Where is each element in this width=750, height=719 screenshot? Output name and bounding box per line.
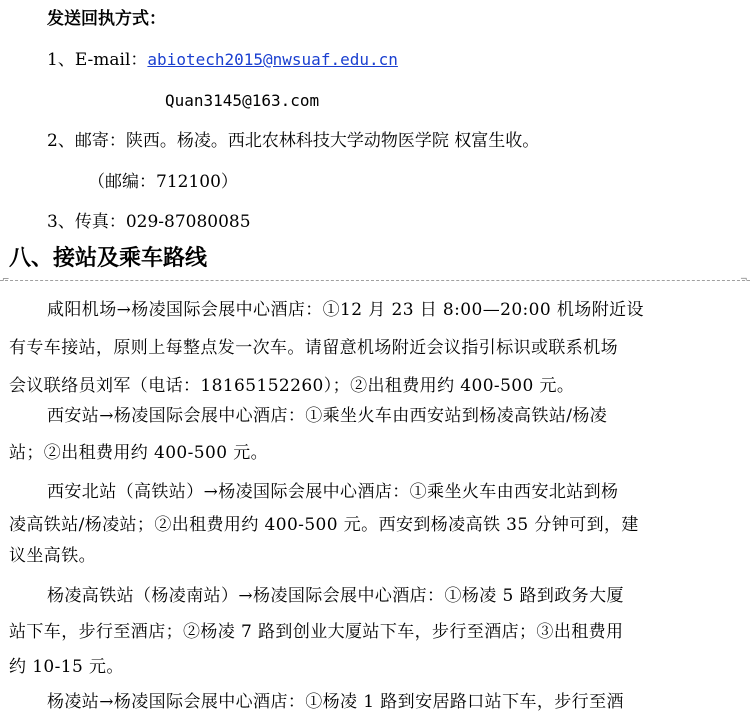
route-xian-north-line-1: 西安北站（高铁站）→杨凌国际会展中心酒店：①乘坐火车由西安北站到杨 (47, 482, 619, 502)
route-xian-north-line-2: 凌高铁站/杨凌站；②出租费用约 400-500 元。西安到杨凌高铁 35 分钟可到，建 (9, 515, 639, 535)
section-divider (0, 280, 750, 281)
receipt-mail-address: 2、邮寄：陕西。杨凌。西北农林科技大学动物医学院 权富生收。 (47, 131, 540, 151)
receipt-zip-code: （邮编：712100） (88, 172, 238, 192)
receipt-heading: 发送回执方式： (47, 9, 166, 29)
divider-right-mark: ¬ (740, 275, 748, 285)
route-airport-line-2: 有专车接站，原则上每整点发一次车。请留意机场附近会议指引标识或联系机场 (9, 338, 618, 358)
route-xian-station-line-2: 站；②出租费用约 400-500 元。 (9, 443, 269, 463)
email-secondary: Quan3145@163.com (165, 91, 320, 110)
route-yangling-station-line-1: 杨凌站→杨凌国际会展中心酒店：①杨凌 1 路到安居路口站下车，步行至酒 (47, 692, 624, 712)
route-xian-north-line-3: 议坐高铁。 (9, 546, 96, 566)
receipt-email-label: 1、E-mail： (47, 50, 148, 70)
route-xian-station-line-1: 西安站→杨凌国际会展中心酒店：①乘坐火车由西安站到杨凌高铁站/杨凌 (47, 406, 608, 426)
email-link-nwsuaf[interactable]: abiotech2015@nwsuaf.edu.cn (147, 50, 398, 69)
route-yangling-south-line-1: 杨凌高铁站（杨凌南站）→杨凌国际会展中心酒店：①杨凌 5 路到政务大厦 (47, 586, 624, 606)
section-title: 八、接站及乘车路线 (9, 245, 208, 271)
route-airport-line-3: 会议联络员刘军（电话：18165152260）；②出租费用约 400-500 元。 (9, 376, 575, 396)
route-airport-line-1: 咸阳机场→杨凌国际会展中心酒店：①12 月 23 日 8:00—20:00 机场附近设 (47, 300, 644, 320)
divider-left-mark: ⌐ (2, 275, 10, 285)
route-yangling-south-line-2: 站下车，步行至酒店；②杨凌 7 路到创业大厦站下车，步行至酒店；③出租费用 (9, 622, 624, 642)
receipt-fax: 3、传真：029-87080085 (47, 212, 251, 232)
route-yangling-south-line-3: 约 10-15 元。 (9, 657, 124, 677)
receipt-email-row (47, 50, 398, 70)
